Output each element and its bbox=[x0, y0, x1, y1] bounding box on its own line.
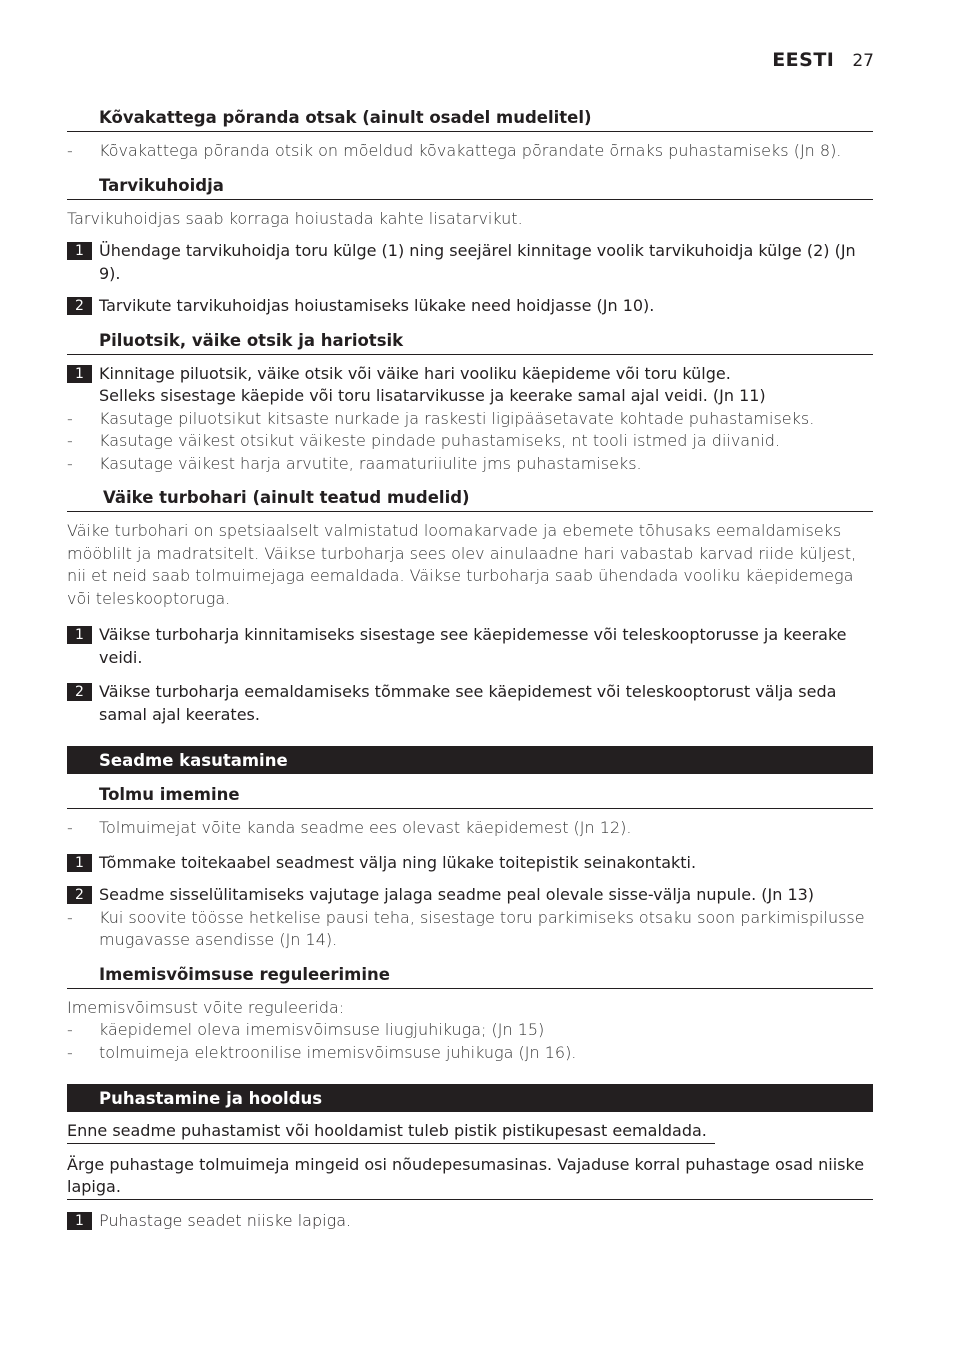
page-content bbox=[67, 105, 873, 1232]
page-header bbox=[772, 49, 874, 71]
step-number: 1 bbox=[67, 1212, 92, 1230]
list-item bbox=[67, 907, 873, 952]
step-text-line: Kinnitage piluotsik, väike otsik või väike hari vooliku käepideme või toru külge. bbox=[99, 363, 731, 383]
list-item-text: Tolmuimejat võite kanda seadme ees olevast käepidemest (Jn 12). bbox=[99, 818, 632, 837]
step-item bbox=[67, 884, 873, 907]
dash-bullet: - bbox=[67, 141, 73, 160]
step-number: 1 bbox=[67, 626, 92, 644]
step-number: 1 bbox=[67, 854, 92, 872]
heading-suction-power: Imemisvõimsuse reguleerimine bbox=[67, 962, 873, 989]
list-item-text: Kasutage väikest otsikut väikeste pindade puhastamiseks, nt tooli istmed ja diivanid. bbox=[99, 431, 780, 450]
heading-vacuuming: Tolmu imemine bbox=[67, 782, 873, 809]
dash-bullet: - bbox=[67, 1020, 73, 1039]
list-item bbox=[67, 430, 873, 453]
step-text: Tõmmake toitekaabel seadmest välja ning lükake toitepistik seinakontakti. bbox=[99, 852, 697, 872]
step-text: Väikse turboharja kinnitamiseks sisestage see käepidemesse või teleskooptorusse ja keerake veidi. bbox=[99, 625, 847, 667]
list-item-text: Kui soovite töösse hetkelise pausi teha, sisestage toru parkimiseks otsaku soon parkimispilusse mugavasse asendisse (Jn 14). bbox=[99, 907, 865, 949]
step-text: Väikse turboharja eemaldamiseks tõmmake see käepidemest või teleskooptorust välja seda samal ajal keerates. bbox=[99, 682, 837, 724]
list-item bbox=[67, 1042, 873, 1065]
heading-crevice-tool: Piluotsik, väike otsik ja hariotsik bbox=[67, 328, 873, 355]
step-number: 1 bbox=[67, 365, 92, 383]
warning-text-line: Ärge puhastage tolmuimeja mingeid osi nõudepesumasinas. Vajaduse korral puhastage osad niiske bbox=[67, 1154, 865, 1174]
paragraph: Väike turbohari on spetsiaalselt valmistatud loomakarvade ja ebemete tõhusaks eemaldamiseks mööblilt ja madratsitelt. Väikse turboharja sees olev ainulaadne hari vabastab karvad riide küljest, nii et neid saab tolmuimejaga eemaldada. Väikse turboharja saab ühendada vooliku käepidemega või teleskooptoruga. bbox=[67, 521, 857, 608]
step-number: 2 bbox=[67, 297, 92, 315]
step-item bbox=[67, 1210, 873, 1233]
list-item-text: tolmuimeja elektroonilise imemisvõimsuse juhikuga (Jn 16). bbox=[99, 1042, 577, 1062]
step-text: Ühendage tarvikuhoidja toru külge (1) ning seejärel kinnitage voolik tarvikuhoidja külge (2) (Jn 9). bbox=[99, 241, 856, 283]
warning-text-line: lapiga. bbox=[67, 1177, 121, 1196]
step-number: 2 bbox=[67, 886, 92, 904]
step-number: 1 bbox=[67, 242, 92, 260]
step-text-line: Selleks sisestage käepide või toru lisatarvikusse ja keerake samal ajal veidi. (Jn 11) bbox=[99, 386, 766, 405]
step-text: Seadme sisselülitamiseks vajutage jalaga seadme peal olevale sisse-välja nupule. (Jn 13) bbox=[99, 885, 815, 904]
section-bar-usage: Seadme kasutamine bbox=[67, 746, 873, 774]
dash-bullet: - bbox=[67, 408, 73, 428]
step-item bbox=[67, 240, 873, 285]
step-text: Puhastage seadet niiske lapiga. bbox=[99, 1210, 352, 1230]
list-item bbox=[67, 817, 873, 840]
heading-accessory-holder: Tarvikuhoidja bbox=[67, 173, 873, 200]
list-item-text: Kasutage väikest harja arvutite, raamaturiiulite jms puhastamiseks. bbox=[99, 453, 642, 473]
dash-bullet: - bbox=[67, 907, 73, 927]
step-number: 2 bbox=[67, 683, 92, 701]
step-text bbox=[99, 363, 766, 408]
step-text: Tarvikute tarvikuhoidjas hoiustamiseks lükake need hoidjasse (Jn 10). bbox=[99, 296, 655, 315]
heading-hard-floor: Kõvakattega põranda otsak (ainult osadel mudelitel) bbox=[67, 105, 873, 132]
list-item-text: Kasutage piluotsikut kitsaste nurkade ja raskesti ligipääsetavate kohtade puhastamiseks. bbox=[99, 408, 815, 428]
list-item bbox=[67, 408, 873, 431]
page-number: 27 bbox=[852, 51, 874, 71]
list-item bbox=[67, 140, 873, 163]
step-item bbox=[67, 363, 873, 408]
list-item-text: käepidemel oleva imemisvõimsuse liugjuhikuga; (Jn 15) bbox=[99, 1020, 545, 1039]
step-item bbox=[67, 852, 873, 875]
language-label: EESTI bbox=[772, 49, 835, 71]
dash-bullet: - bbox=[67, 431, 73, 450]
list-item bbox=[67, 453, 873, 476]
dash-bullet: - bbox=[67, 1042, 73, 1062]
paragraph: Tarvikuhoidjas saab korraga hoiustada kahte lisatarvikut. bbox=[67, 208, 523, 228]
section-bar-cleaning: Puhastamine ja hooldus bbox=[67, 1084, 873, 1112]
list-item bbox=[67, 1019, 873, 1042]
dash-bullet: - bbox=[67, 453, 73, 473]
step-item bbox=[67, 295, 873, 318]
step-item bbox=[67, 624, 873, 669]
warning-text: Enne seadme puhastamist või hooldamist tuleb pistik pistikupesast eemaldada. bbox=[67, 1120, 715, 1144]
warning-text bbox=[67, 1154, 873, 1200]
paragraph: Imemisvõimsust võite reguleerida: bbox=[67, 997, 345, 1017]
dash-bullet: - bbox=[67, 818, 73, 837]
heading-turbo-brush: Väike turbohari (ainult teatud mudelid) bbox=[67, 485, 873, 512]
step-item bbox=[67, 681, 873, 726]
list-item-text: Kõvakattega põranda otsik on mõeldud kõvakattega põrandate õrnaks puhastamiseks (Jn 8). bbox=[99, 141, 842, 160]
